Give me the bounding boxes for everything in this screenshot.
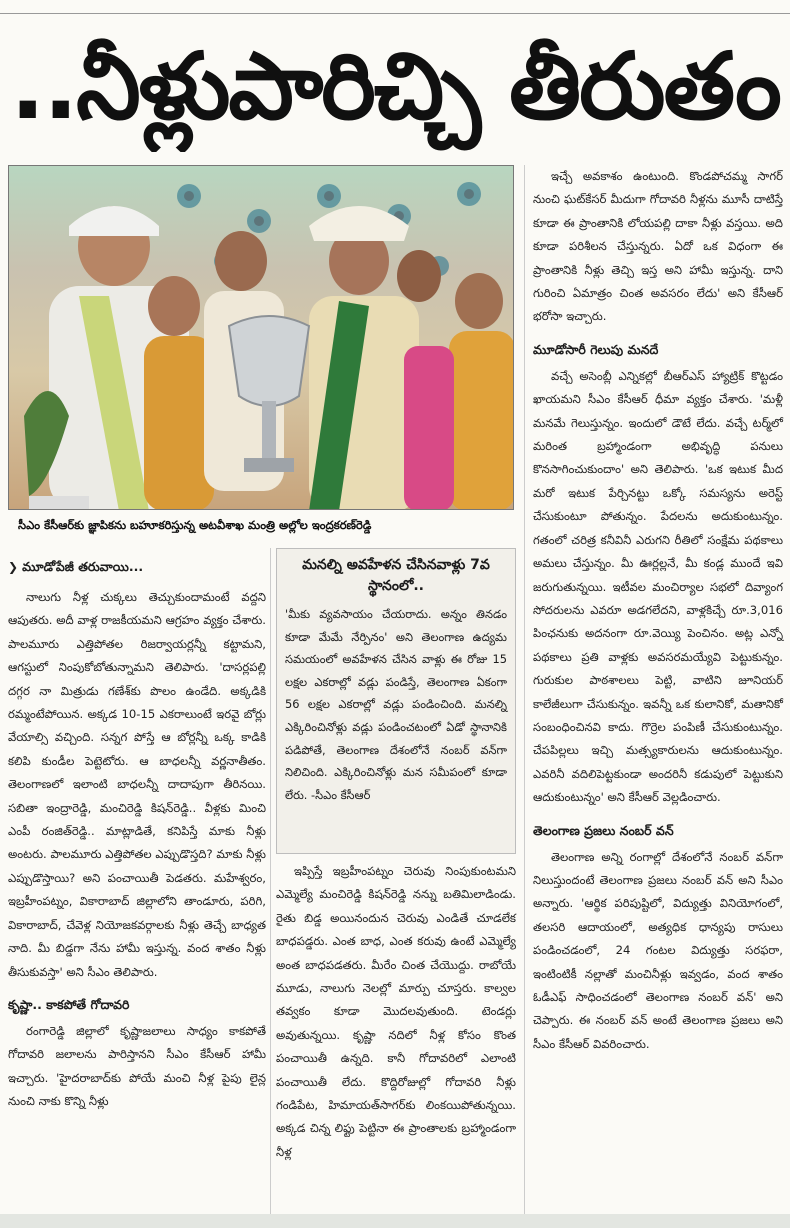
paragraph: రంగారెడ్డి జిల్లాలో కృష్ణాజలాలు సాధ్యం కాకపోతే గోదావరి జలాలను పారిస్తానని సీఎం కేసీఆర్ హామీ ఇచ్చారు. 'హైదరాబాద్‌కు పోయే మంచి నీళ్ల పైపు లైన్ల నుంచి నాకు కొన్ని నీళ్లు [8,1023,266,1109]
subheading: కృష్ణా.. కాకపోతే గోదావరి [8,996,130,1012]
kicker-text: మూడోపేజీ తరువాయి... [22,559,144,574]
paragraph: ఇచ్చే అవకాశం ఉంటుంది. కొండపోచమ్మ సాగర్ నుంచి ఘట్‌కేసర్ మీదుగా గోదావరి నీళ్లను మూసీ దాటిస్తే కూడా ఈ ప్రాంతానికి లోయపల్లి దాకా నీళ్లు వస్తయి. అది కూడా పరిశీలన చేస్తున్నరు. ఏదో ఒక విధంగా ఈ ప్రాంతానికి నీళ్లు తెచ్చి ఇస్త అని హామీ ఇస్తున్న. దాని గురించి ఏమాత్రం చింత అవసరం లేదు' అని కేసీఆర్ భరోసా ఇచ్చారు. [533,169,783,324]
page-top-rule [0,0,790,14]
paragraph: ఇప్పిస్తే ఇబ్రహీంపట్నం చెరువు నింపుకుంటమని ఎమ్మెల్యే మంచిరెడ్డి కిషన్‌రెడ్డి నన్ను బతిమిలాడిండు. రైతు బిడ్డ అయినందున చెరువు ఎండితే చూడలేక బాధపడ్డరు. ఎంత బాధ, ఎంత కరువు ఉంటే ఎమ్మెల్యే అంత బాధపడతరు. మీరేం చింత చేయొద్దు. రాబోయే మూడు, నాలుగు నెలల్లో మార్పు చూస్తరు. కాల్వల తవ్వకం కూడా మొదలవుతుంది. టెండర్లు అవుతున్నయి. కృష్ణా నదిలో నీళ్ల కోసం కొంత పంచాయితీ ఉన్నది. కానీ గోదావరిలో ఎలాంటి పంచాయితీ లేదు. కొద్దిరోజుల్లో గోదావరి నీళ్లు గండిపేట, హిమాయత్‌సాగర్‌కు లింకయిపోతున్నయి. అక్కడ చిన్న లిఫ్టు పెట్టినా ఈ ప్రాంతాలకు బ్రహ్మాండంగా నీళ్ల [276,864,516,1159]
article-column-right [533,165,783,1056]
quote-box-body: 'మీకు వ్యవసాయం చేయరాదు. అన్నం తినడం కూడా మేమే నేర్పినం' అని తెలంగాణ ఉద్యమ సమయంలో అవహేళన చేసిన వాళ్లు ఈ రోజు 15 లక్షల ఎకరాల్లో వడ్లు పండిస్తే, తెలంగాణ ఏకంగా 56 లక్షల ఎకరాల్లో వడ్లు పండించింది. మనల్ని ఎక్కిరించినోళ్లు వడ్లు పండించటంలో ఏడో స్థానానికి పడిపోతే, తెలంగాణ దేశంలోనే నంబర్ వన్‌గా నిలిచింది. ఎక్కిరించినోళ్లు మన సమీపంలో కూడా లేరు. -సీఎం కేసీఆర్ [285,607,507,802]
article-column-left [8,556,266,1114]
paragraph: వచ్చే అసెంబ్లీ ఎన్నికల్లో బీఆర్‌ఎస్ హ్యాట్రిక్ కొట్టడం ఖాయమని సీఎం కేసీఆర్ ధీమా వ్యక్తం చేశారు. 'మళ్లీ మనమే గెలుస్తున్నం. ఇందులో డౌటే లేదు. వచ్చే టర్మ్‌లో మరింత బ్రహ్మాండంగా అభివృద్ధి పనులు కొనసాగించుకుందాం' అని తెలిపారు. 'ఒక ఇటుక మీద మరో ఇటుక పేర్చినట్టు ఒక్కో సమస్యను అరెస్ట్ చేసుకుంటూ పోతున్నం. పేదలను అదుకుంటున్నం. గతంలో చరిత్ర కనీవినీ ఎరుగని రీతిలో సంక్షేమ పథకాలు అమలు చేస్తున్నం. మీ ఊర్లల్లనే, మీ కండ్ల ముందే ఇవి జరుగుతున్నయి. ఇటీవల మంచిర్యాల సభలో దివ్యాంగ సోదరులను ఎవరూ అడగలేదని, వాళ్లకిచ్చే రూ.3,016 పింఛనుకు అదనంగా రూ.వెయ్యి పెంచినం. అట్ల ఎన్నో పథకాలు ప్రతి వాళ్లకు అవసరమయ్యేవి పెట్టుకున్నం. గురుకుల పాఠశాలలు పెట్టి, వాటిని జూనియర్ కాలేజీలుగా చేసుకున్నం. ఇవన్నీ ఒక కులానికో, మతానికో సంబంధించినవి కాదు. గొర్రెల పంపిణీ చేసుకుంటున్నం. చేపపిల్లలు ఇచ్చి మత్స్యకారులను ఆదుకుంటున్నం. ఎవరినీ వదిలిపెట్టకుండా అందరినీ కడుపులో పెట్టుకుని ఆదుకుంటున్నం' అని కేసీఆర్ వెల్లడించారు. [533,368,783,805]
article-column-middle [276,860,516,1164]
photo-caption: సీఎం కేసీఆర్‌కు జ్ఞాపికను బహూకరిస్తున్న అటవీశాఖ మంత్రి అల్లోల ఇంద్రకరణ్‌రెడ్డి [18,518,372,532]
continued-kicker [8,556,266,578]
headline: ..నీళ్లుపారిచ్చి తీరుతం [10,33,780,140]
chevron-right-icon: ❯ [8,560,19,574]
ceremony-illustration [9,166,514,510]
news-photo [8,165,514,510]
paragraph: తెలంగాణ అన్ని రంగాల్లో దేశంలోనే నంబర్ వన్‌గా నిలుస్తుందంటే తెలంగాణ ప్రజలు నంబర్ వన్ అని సీఎం అన్నారు. 'ఆర్థిక పరిపుష్టిలో, విద్యుత్తు వినియోగంలో, తలసరి ఆదాయంలో, అత్యధిక ధాన్యపు రాసులు పండించడంలో, 24 గంటల విద్యుత్తు సరఫరా, ఇంటింటికీ నల్లాతో మంచినీళ్లు ఇవ్వడం, వంద శాతం ఓడీఎఫ్ సాధించడంలో తెలంగాణ నంబర్ వన్' అని చెప్పారు. ఈ నంబర్ వన్ అంటే తెలంగాణ ప్రజలు అని సీఎం కేసీఆర్ వివరించారు. [533,849,783,1051]
quote-box-title: మనల్ని అవహేళన చేసినవాళ్లు 7వ స్థానంలో.. [302,557,490,594]
paragraph: నాలుగు నీళ్ల చుక్కలు తెచ్చుకుందామంటే వద్దని ఆపుతరు. అదీ వాళ్ల రాజకీయమని ఆగ్రహం వ్యక్తం చేశారు. పాలమూరు ఎత్తిపోతల రిజర్వాయర్లన్నీ కట్టామని, ఆగస్టులో నింపుకోబోతున్నామని తెలిపారు. 'దాసర్లపల్లి దగ్గర నా మిత్రుడు గణేశ్‌కు పొలం ఉండేది. అక్కడికి రమ్మంటేపోయిన. అక్కడ 10-15 ఎకరాలుంటే ఇరవై బోర్లు వేయాల్సి వచ్చింది. సన్నగ పోస్తే ఆ బోర్లన్నీ ఒక్క కాడికి కలిపి కుండీల పెట్టెటోరు. ఆ బాధలన్నీ వర్ణనాతీతం. తెలంగాణలో ఇలాంటి బాధలన్నీ దాదాపుగా తీరినయి. సబితా ఇంద్రారెడ్డి, మంచిరెడ్డి కిషన్‌రెడ్డి.. వీళ్లకు మించి ఎంపీ రంజిత్‌రెడ్డి.. మాట్లాడితే, కనిపిస్తే మాకు నీళ్లు అంటరు. పాలమూరు ఎత్తిపోతల ఎప్పుడొస్తది? మాకు నీళ్లు ఎప్పుడొస్తాయి? అని పంచాయితీ పెడతరు. మహేశ్వరం, ఇబ్రహీంపట్నం, వికారాబాద్ జిల్లాలోని తాండూరు, పరిగి, వికారాబాద్, చేవెళ్ల నియోజకవర్గాలకు నీళ్లు తెచ్చే బాధ్యత నాది. మీ బిడ్డగా నేను హామీ ఇస్తున్న. వంద శాతం నీళ్లు తీసుకువస్తా' అని సీఎం తెలిపారు. [8,590,266,979]
subheading: తెలంగాణ ప్రజలు నంబర్ వన్ [533,822,674,838]
column-divider [524,165,525,1220]
column-divider [270,548,271,1220]
quote-box [276,548,516,854]
subheading: మూడోసారీ గెలుపు మనదే [533,341,659,357]
page-bottom-bar [0,1214,790,1228]
